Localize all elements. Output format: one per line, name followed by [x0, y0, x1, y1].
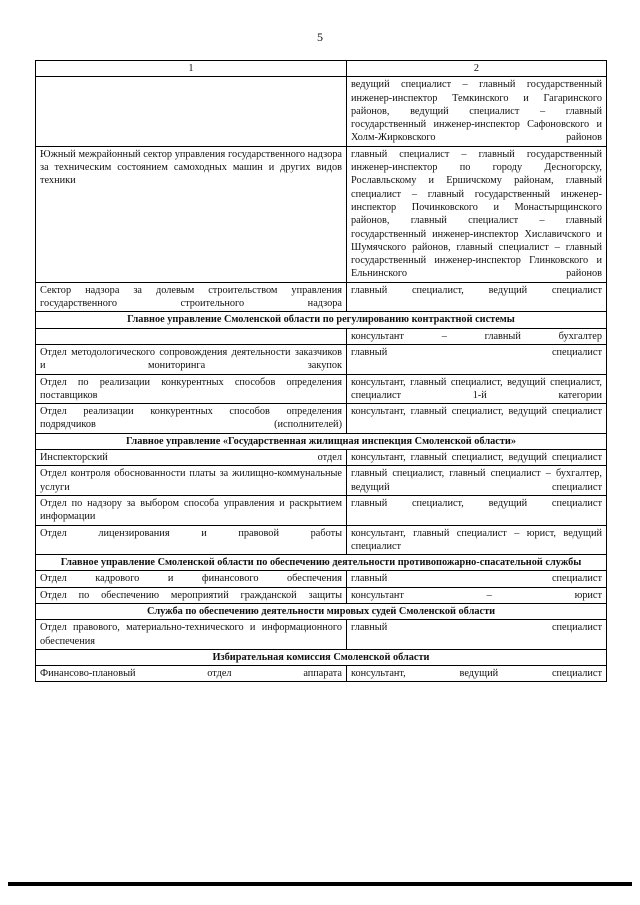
- section-heading: Главное управление Смоленской области по обеспечению деятельности противопожарно-спасательной службы: [36, 555, 607, 571]
- table-row: [36, 666, 607, 682]
- department-cell: Финансово-плановый отдел аппарата: [36, 666, 347, 682]
- department-cell: Отдел методологического сопровождения деятельности заказчиков и мониторинга закупок: [36, 344, 347, 374]
- section-heading-row: [36, 649, 607, 665]
- section-heading: Главное управление «Государственная жилищная инспекция Смоленской области»: [36, 433, 607, 449]
- table-row: [36, 495, 607, 525]
- positions-cell: ведущий специалист – главный государственный инженер-инспектор Темкинского и Гагаринского районов, ведущий специалист – главный государственный инженер-инспектор Сафоновского и Холм-Жирковского районов: [347, 77, 607, 146]
- section-heading-row: [36, 312, 607, 328]
- table-row: [36, 620, 607, 650]
- positions-cell: консультант, главный специалист, ведущий специалист, специалист 1-й категории: [347, 374, 607, 404]
- column-header-2: 2: [347, 61, 607, 77]
- positions-cell: главный специалист: [347, 344, 607, 374]
- department-cell: Отдел по надзору за выбором способа управления и раскрытием информации: [36, 495, 347, 525]
- table-row: [36, 374, 607, 404]
- column-header-1: 1: [36, 61, 347, 77]
- department-cell: Отдел контроля обоснованности платы за жилищно-коммунальные услуги: [36, 466, 347, 496]
- department-cell: Отдел лицензирования и правовой работы: [36, 525, 347, 555]
- table-header-row: [36, 61, 607, 77]
- department-cell: Южный межрайонный сектор управления государственного надзора за техническим состоянием самоходных машин и других видов техники: [36, 146, 347, 282]
- department-cell: Отдел по реализации конкурентных способов определения поставщиков: [36, 374, 347, 404]
- department-cell: Отдел кадрового и финансового обеспечения: [36, 571, 347, 587]
- section-heading-row: [36, 603, 607, 619]
- table-row: [36, 344, 607, 374]
- department-cell: Инспекторский отдел: [36, 450, 347, 466]
- positions-cell: главный специалист, главный специалист – бухгалтер, ведущий специалист: [347, 466, 607, 496]
- positions-cell: главный специалист: [347, 620, 607, 650]
- positions-cell: консультант – юрист: [347, 587, 607, 603]
- positions-cell: консультант – главный бухгалтер: [347, 328, 607, 344]
- positions-cell: консультант, ведущий специалист: [347, 666, 607, 682]
- department-cell: [36, 77, 347, 146]
- section-heading: Главное управление Смоленской области по регулированию контрактной системы: [36, 312, 607, 328]
- table-row: [36, 450, 607, 466]
- bottom-rule: [8, 882, 632, 886]
- table-row: [36, 146, 607, 282]
- department-cell: Отдел реализации конкурентных способов определения подрядчиков (исполнителей): [36, 404, 347, 434]
- section-heading-row: [36, 555, 607, 571]
- positions-cell: главный специалист – главный государственный инженер-инспектор по городу Десногорску, Рославльскому и Ершичскому районам, главный специалист – главный государственный инженер-инспектор Починковского и Монастырщинского районов, главный специалист – главный государственный инженер-инспектор Хиславичского и Шумячского районов, главный специалист – главный государственный инженер-инспектор Глинковского и Ельнинского районов: [347, 146, 607, 282]
- positions-cell: консультант, главный специалист, ведущий специалист: [347, 404, 607, 434]
- table-row: [36, 77, 607, 146]
- department-cell: Отдел правового, материально-технического и информационного обеспечения: [36, 620, 347, 650]
- page-number: 5: [317, 30, 323, 44]
- positions-cell: консультант, главный специалист, ведущий специалист: [347, 450, 607, 466]
- table-row: [36, 587, 607, 603]
- positions-cell: консультант, главный специалист – юрист, ведущий специалист: [347, 525, 607, 555]
- table-row: [36, 328, 607, 344]
- table-row: [36, 466, 607, 496]
- table-row: [36, 525, 607, 555]
- positions-cell: главный специалист: [347, 571, 607, 587]
- staff-positions-table: [35, 60, 607, 682]
- positions-cell: главный специалист, ведущий специалист: [347, 282, 607, 312]
- section-heading: Служба по обеспечению деятельности мировых судей Смоленской области: [36, 603, 607, 619]
- department-cell: [36, 328, 347, 344]
- table-row: [36, 404, 607, 434]
- section-heading-row: [36, 433, 607, 449]
- table-row: [36, 282, 607, 312]
- department-cell: Отдел по обеспечению мероприятий гражданской защиты: [36, 587, 347, 603]
- positions-cell: главный специалист, ведущий специалист: [347, 495, 607, 525]
- section-heading: Избирательная комиссия Смоленской области: [36, 649, 607, 665]
- department-cell: Сектор надзора за долевым строительством управления государственного строительного надзора: [36, 282, 347, 312]
- table-row: [36, 571, 607, 587]
